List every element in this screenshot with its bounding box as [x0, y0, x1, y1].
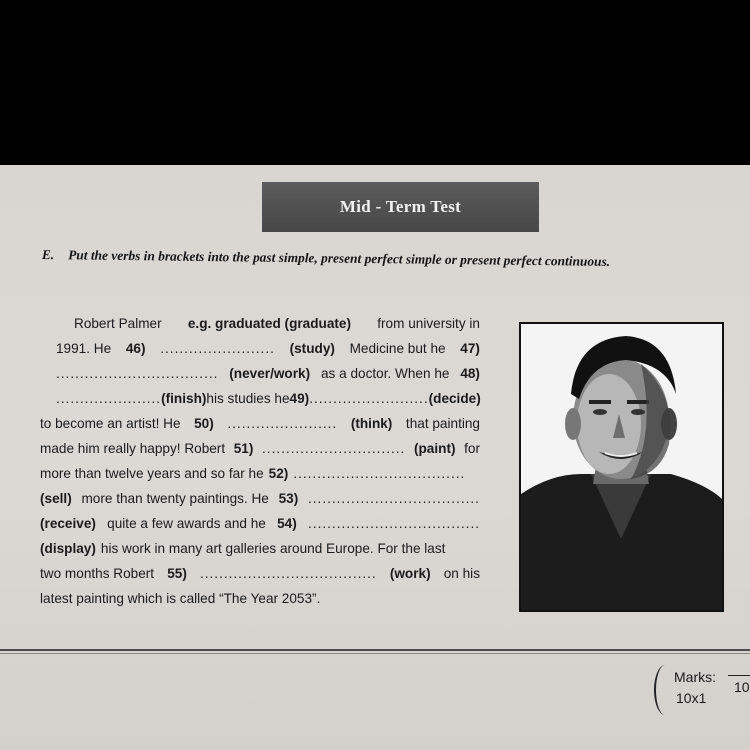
- passage-line-3: [40, 361, 480, 386]
- instruction-text: Put the verbs in brackets into the past simple, present perfect simple or present perfect continuous.: [68, 247, 611, 269]
- blank-number-47: 47): [460, 341, 480, 356]
- answer-blank-49[interactable]: .........................: [309, 391, 429, 406]
- blank-number-49: 49): [289, 391, 310, 406]
- answer-blank-51[interactable]: ..............................: [262, 441, 406, 456]
- answer-blank-53[interactable]: ....................................: [308, 491, 480, 506]
- blank-number-52: 52): [268, 466, 289, 481]
- verb-hint: (paint): [413, 441, 456, 456]
- verb-hint: (decide): [428, 391, 481, 406]
- verb-hint: (receive): [40, 516, 96, 531]
- blank-number-55: 55): [167, 566, 187, 581]
- line-text: quite a few awards and he: [107, 516, 266, 531]
- marks-score: 10x1: [676, 690, 707, 706]
- line-text: 1991. He: [56, 341, 112, 356]
- answer-blank-48[interactable]: ......................: [56, 391, 162, 406]
- answer-blank-46[interactable]: ........................: [160, 341, 275, 356]
- passage-line-6: [40, 436, 480, 461]
- exercise-instruction: [42, 247, 732, 271]
- exercise-passage: [40, 311, 480, 611]
- answer-blank-54[interactable]: ....................................: [308, 516, 480, 531]
- worksheet-page: [0, 165, 750, 750]
- line-text: two months Robert: [40, 566, 155, 581]
- portrait-image: [521, 324, 722, 610]
- blank-number-46: 46): [125, 341, 146, 356]
- line-text: to become an artist! He: [40, 416, 181, 431]
- answer-blank-50[interactable]: .......................: [227, 416, 338, 431]
- line-text: made him really happy! Robert: [40, 441, 226, 456]
- divider: [0, 649, 750, 651]
- line-text: his work in many art galleries around Europe. For the last: [100, 541, 446, 556]
- exercise-letter: E.: [41, 247, 55, 263]
- passage-line-11: [40, 561, 480, 586]
- answer-blank-52[interactable]: ....................................: [293, 466, 466, 481]
- verb-hint: (sell): [40, 491, 72, 506]
- line-text: his studies he: [206, 391, 290, 406]
- answer-blank-55[interactable]: .....................................: [199, 566, 377, 581]
- line-text: that painting: [405, 416, 480, 431]
- blank-number-51: 51): [233, 441, 254, 456]
- marks-total: 10: [734, 679, 750, 695]
- blank-number-50: 50): [194, 416, 214, 431]
- passage-line-4: [40, 386, 480, 411]
- line-text: as a doctor. When he: [320, 366, 450, 381]
- background-top: [0, 0, 750, 165]
- robert-palmer-photo: [519, 322, 724, 612]
- verb-hint: (finish): [161, 391, 207, 406]
- line-text: for: [464, 441, 480, 456]
- example-answer: e.g. graduated (graduate): [187, 316, 352, 331]
- passage-line-12: [40, 586, 480, 611]
- blank-number-54: 54): [277, 516, 297, 531]
- verb-hint: (display): [40, 541, 96, 556]
- divider: [0, 653, 750, 654]
- blank-number-48: 48): [460, 366, 480, 381]
- verb-hint: (never/work): [229, 366, 311, 381]
- line-text: more than twelve years and so far he: [40, 466, 264, 481]
- verb-hint: (study): [289, 341, 335, 356]
- marks-label: Marks:: [674, 669, 716, 685]
- passage-line-5: [40, 411, 480, 436]
- passage-line-1: [40, 311, 480, 336]
- fraction-line: [728, 675, 750, 676]
- verb-hint: (work): [389, 566, 431, 581]
- line-text: from university in: [377, 316, 480, 331]
- line-text: Robert Palmer: [74, 316, 162, 331]
- passage-line-9: [40, 511, 480, 536]
- title-banner: [262, 182, 539, 232]
- passage-line-8: [40, 486, 480, 511]
- passage-line-7: [40, 461, 480, 486]
- passage-line-2: [40, 336, 480, 361]
- line-text: latest painting which is called “The Year 2053”.: [40, 591, 321, 606]
- passage-line-10: [40, 536, 480, 561]
- page-title: Mid - Term Test: [339, 197, 462, 216]
- line-text: more than twenty paintings. He: [81, 491, 269, 506]
- marks-bracket: [654, 665, 676, 715]
- verb-hint: (think): [350, 416, 393, 431]
- line-text: Medicine but he: [349, 341, 446, 356]
- blank-number-53: 53): [278, 491, 299, 506]
- line-text: on his: [443, 566, 480, 581]
- answer-blank-47[interactable]: ..................................: [56, 366, 219, 381]
